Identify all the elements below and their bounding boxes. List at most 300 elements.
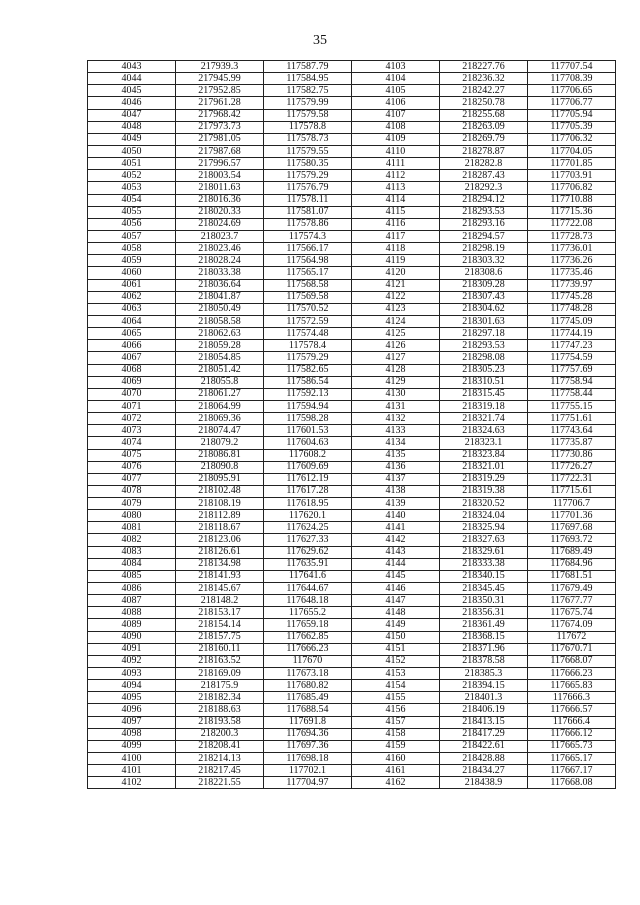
x-coordinate-left: 218016.36 bbox=[176, 194, 264, 206]
point-number-left: 4071 bbox=[88, 400, 176, 412]
x-coordinate-left: 218028.24 bbox=[176, 255, 264, 267]
point-number-left: 4046 bbox=[88, 97, 176, 109]
table-row bbox=[88, 631, 616, 643]
point-number-right: 4152 bbox=[352, 655, 440, 667]
y-coordinate-left: 117694.36 bbox=[264, 728, 352, 740]
x-coordinate-right: 218304.62 bbox=[440, 303, 528, 315]
y-coordinate-left: 117565.17 bbox=[264, 267, 352, 279]
x-coordinate-right: 218321.74 bbox=[440, 413, 528, 425]
table-row bbox=[88, 133, 616, 145]
table-row bbox=[88, 182, 616, 194]
x-coordinate-right: 218293.16 bbox=[440, 218, 528, 230]
point-number-left: 4098 bbox=[88, 728, 176, 740]
x-coordinate-left: 217987.68 bbox=[176, 145, 264, 157]
table-row bbox=[88, 607, 616, 619]
y-coordinate-left: 117673.18 bbox=[264, 668, 352, 680]
x-coordinate-right: 218287.43 bbox=[440, 170, 528, 182]
y-coordinate-left: 117655.2 bbox=[264, 607, 352, 619]
y-coordinate-left: 117620.1 bbox=[264, 510, 352, 522]
point-number-left: 4082 bbox=[88, 534, 176, 546]
y-coordinate-right: 117697.68 bbox=[528, 522, 616, 534]
point-number-right: 4114 bbox=[352, 194, 440, 206]
point-number-right: 4116 bbox=[352, 218, 440, 230]
x-coordinate-right: 218236.32 bbox=[440, 73, 528, 85]
point-number-left: 4067 bbox=[88, 352, 176, 364]
point-number-right: 4142 bbox=[352, 534, 440, 546]
y-coordinate-right: 117706.77 bbox=[528, 97, 616, 109]
point-number-left: 4059 bbox=[88, 255, 176, 267]
y-coordinate-left: 117688.54 bbox=[264, 704, 352, 716]
table-row bbox=[88, 243, 616, 255]
point-number-right: 4133 bbox=[352, 425, 440, 437]
y-coordinate-right: 117693.72 bbox=[528, 534, 616, 546]
x-coordinate-left: 218069.36 bbox=[176, 413, 264, 425]
x-coordinate-left: 218079.2 bbox=[176, 437, 264, 449]
y-coordinate-left: 117670 bbox=[264, 655, 352, 667]
point-number-left: 4066 bbox=[88, 340, 176, 352]
y-coordinate-left: 117592.13 bbox=[264, 388, 352, 400]
point-number-left: 4090 bbox=[88, 631, 176, 643]
point-number-left: 4081 bbox=[88, 522, 176, 534]
table-row bbox=[88, 583, 616, 595]
y-coordinate-right: 117745.09 bbox=[528, 315, 616, 327]
point-number-left: 4097 bbox=[88, 716, 176, 728]
table-row bbox=[88, 97, 616, 109]
x-coordinate-left: 218112.89 bbox=[176, 510, 264, 522]
table-row bbox=[88, 230, 616, 242]
y-coordinate-left: 117579.58 bbox=[264, 109, 352, 121]
x-coordinate-left: 218217.45 bbox=[176, 765, 264, 777]
point-number-right: 4121 bbox=[352, 279, 440, 291]
table-row bbox=[88, 546, 616, 558]
x-coordinate-right: 218321.01 bbox=[440, 461, 528, 473]
table-row bbox=[88, 352, 616, 364]
x-coordinate-left: 218160.11 bbox=[176, 643, 264, 655]
x-coordinate-left: 218062.63 bbox=[176, 328, 264, 340]
x-coordinate-right: 218282.8 bbox=[440, 158, 528, 170]
point-number-right: 4129 bbox=[352, 376, 440, 388]
x-coordinate-left: 218095.91 bbox=[176, 473, 264, 485]
y-coordinate-left: 117579.29 bbox=[264, 170, 352, 182]
y-coordinate-right: 117751.61 bbox=[528, 413, 616, 425]
point-number-left: 4100 bbox=[88, 753, 176, 765]
x-coordinate-right: 218327.63 bbox=[440, 534, 528, 546]
point-number-right: 4150 bbox=[352, 631, 440, 643]
y-coordinate-right: 117674.09 bbox=[528, 619, 616, 631]
y-coordinate-right: 117722.08 bbox=[528, 218, 616, 230]
y-coordinate-left: 117644.67 bbox=[264, 583, 352, 595]
point-number-right: 4117 bbox=[352, 230, 440, 242]
x-coordinate-left: 218193.58 bbox=[176, 716, 264, 728]
table-row bbox=[88, 413, 616, 425]
page-number: 35 bbox=[313, 33, 327, 48]
y-coordinate-right: 117758.44 bbox=[528, 388, 616, 400]
y-coordinate-right: 117743.64 bbox=[528, 425, 616, 437]
x-coordinate-right: 218309.28 bbox=[440, 279, 528, 291]
y-coordinate-left: 117698.18 bbox=[264, 753, 352, 765]
x-coordinate-left: 218163.52 bbox=[176, 655, 264, 667]
y-coordinate-left: 117579.55 bbox=[264, 145, 352, 157]
x-coordinate-right: 218294.57 bbox=[440, 230, 528, 242]
table-row bbox=[88, 437, 616, 449]
table-row bbox=[88, 534, 616, 546]
y-coordinate-right: 117744.19 bbox=[528, 328, 616, 340]
x-coordinate-left: 218023.7 bbox=[176, 230, 264, 242]
point-number-right: 4104 bbox=[352, 73, 440, 85]
table-row bbox=[88, 267, 616, 279]
x-coordinate-left: 218200.3 bbox=[176, 728, 264, 740]
x-coordinate-left: 218055.8 bbox=[176, 376, 264, 388]
table-row bbox=[88, 255, 616, 267]
x-coordinate-left: 218058.58 bbox=[176, 315, 264, 327]
y-coordinate-left: 117576.79 bbox=[264, 182, 352, 194]
y-coordinate-left: 117578.8 bbox=[264, 121, 352, 133]
table-row bbox=[88, 425, 616, 437]
point-number-right: 4160 bbox=[352, 753, 440, 765]
point-number-right: 4113 bbox=[352, 182, 440, 194]
y-coordinate-left: 117604.63 bbox=[264, 437, 352, 449]
x-coordinate-right: 218227.76 bbox=[440, 61, 528, 73]
y-coordinate-right: 117665.83 bbox=[528, 680, 616, 692]
x-coordinate-left: 218153.17 bbox=[176, 607, 264, 619]
point-number-left: 4050 bbox=[88, 145, 176, 157]
point-number-right: 4120 bbox=[352, 267, 440, 279]
point-number-right: 4106 bbox=[352, 97, 440, 109]
table-row bbox=[88, 109, 616, 121]
point-number-left: 4064 bbox=[88, 315, 176, 327]
x-coordinate-right: 218356.31 bbox=[440, 607, 528, 619]
point-number-right: 4128 bbox=[352, 364, 440, 376]
table-row bbox=[88, 73, 616, 85]
point-number-left: 4096 bbox=[88, 704, 176, 716]
y-coordinate-left: 117601.53 bbox=[264, 425, 352, 437]
y-coordinate-right: 117668.07 bbox=[528, 655, 616, 667]
table-row bbox=[88, 522, 616, 534]
point-number-left: 4073 bbox=[88, 425, 176, 437]
point-number-right: 4125 bbox=[352, 328, 440, 340]
y-coordinate-right: 117757.69 bbox=[528, 364, 616, 376]
x-coordinate-left: 218145.67 bbox=[176, 583, 264, 595]
point-number-right: 4131 bbox=[352, 400, 440, 412]
y-coordinate-left: 117566.17 bbox=[264, 243, 352, 255]
point-number-right: 4126 bbox=[352, 340, 440, 352]
table-row bbox=[88, 668, 616, 680]
point-number-left: 4052 bbox=[88, 170, 176, 182]
table-row bbox=[88, 595, 616, 607]
x-coordinate-right: 218422.61 bbox=[440, 740, 528, 752]
y-coordinate-right: 117706.7 bbox=[528, 498, 616, 510]
x-coordinate-right: 218242.27 bbox=[440, 85, 528, 97]
y-coordinate-left: 117618.95 bbox=[264, 498, 352, 510]
table-row bbox=[88, 364, 616, 376]
table-row bbox=[88, 680, 616, 692]
point-number-left: 4083 bbox=[88, 546, 176, 558]
x-coordinate-left: 218054.85 bbox=[176, 352, 264, 364]
x-coordinate-right: 218417.29 bbox=[440, 728, 528, 740]
point-number-right: 4109 bbox=[352, 133, 440, 145]
x-coordinate-right: 218324.63 bbox=[440, 425, 528, 437]
x-coordinate-left: 218061.27 bbox=[176, 388, 264, 400]
table-row bbox=[88, 655, 616, 667]
point-number-left: 4084 bbox=[88, 558, 176, 570]
point-number-right: 4141 bbox=[352, 522, 440, 534]
y-coordinate-left: 117648.18 bbox=[264, 595, 352, 607]
y-coordinate-left: 117608.2 bbox=[264, 449, 352, 461]
point-number-left: 4087 bbox=[88, 595, 176, 607]
point-number-left: 4053 bbox=[88, 182, 176, 194]
y-coordinate-left: 117685.49 bbox=[264, 692, 352, 704]
point-number-left: 4086 bbox=[88, 583, 176, 595]
point-number-left: 4092 bbox=[88, 655, 176, 667]
x-coordinate-left: 218051.42 bbox=[176, 364, 264, 376]
x-coordinate-left: 218154.14 bbox=[176, 619, 264, 631]
x-coordinate-right: 218301.63 bbox=[440, 315, 528, 327]
table-row bbox=[88, 400, 616, 412]
x-coordinate-left: 217968.42 bbox=[176, 109, 264, 121]
y-coordinate-right: 117666.57 bbox=[528, 704, 616, 716]
x-coordinate-right: 218263.09 bbox=[440, 121, 528, 133]
y-coordinate-right: 117748.28 bbox=[528, 303, 616, 315]
x-coordinate-left: 218020.33 bbox=[176, 206, 264, 218]
table-row bbox=[88, 303, 616, 315]
y-coordinate-left: 117627.33 bbox=[264, 534, 352, 546]
point-number-left: 4088 bbox=[88, 607, 176, 619]
point-number-right: 4162 bbox=[352, 777, 440, 789]
y-coordinate-left: 117579.29 bbox=[264, 352, 352, 364]
y-coordinate-right: 117747.23 bbox=[528, 340, 616, 352]
x-coordinate-right: 218323.1 bbox=[440, 437, 528, 449]
y-coordinate-left: 117666.23 bbox=[264, 643, 352, 655]
point-number-left: 4044 bbox=[88, 73, 176, 85]
x-coordinate-right: 218255.68 bbox=[440, 109, 528, 121]
x-coordinate-left: 218023.46 bbox=[176, 243, 264, 255]
point-number-right: 4151 bbox=[352, 643, 440, 655]
y-coordinate-left: 117587.79 bbox=[264, 61, 352, 73]
y-coordinate-right: 117684.96 bbox=[528, 558, 616, 570]
point-number-left: 4057 bbox=[88, 230, 176, 242]
point-number-left: 4068 bbox=[88, 364, 176, 376]
x-coordinate-left: 218141.93 bbox=[176, 570, 264, 582]
y-coordinate-right: 117675.74 bbox=[528, 607, 616, 619]
y-coordinate-left: 117570.52 bbox=[264, 303, 352, 315]
point-number-right: 4161 bbox=[352, 765, 440, 777]
x-coordinate-left: 218059.28 bbox=[176, 340, 264, 352]
point-number-right: 4132 bbox=[352, 413, 440, 425]
table-row bbox=[88, 340, 616, 352]
point-number-right: 4124 bbox=[352, 315, 440, 327]
point-number-right: 4136 bbox=[352, 461, 440, 473]
x-coordinate-left: 218175.9 bbox=[176, 680, 264, 692]
x-coordinate-right: 218298.08 bbox=[440, 352, 528, 364]
point-number-left: 4063 bbox=[88, 303, 176, 315]
table-row bbox=[88, 498, 616, 510]
y-coordinate-right: 117754.59 bbox=[528, 352, 616, 364]
y-coordinate-left: 117629.62 bbox=[264, 546, 352, 558]
y-coordinate-left: 117569.58 bbox=[264, 291, 352, 303]
y-coordinate-left: 117578.4 bbox=[264, 340, 352, 352]
point-number-right: 4122 bbox=[352, 291, 440, 303]
x-coordinate-right: 218293.53 bbox=[440, 340, 528, 352]
x-coordinate-left: 218148.2 bbox=[176, 595, 264, 607]
y-coordinate-left: 117691.8 bbox=[264, 716, 352, 728]
point-number-right: 4153 bbox=[352, 668, 440, 680]
table-row bbox=[88, 121, 616, 133]
y-coordinate-left: 117572.59 bbox=[264, 315, 352, 327]
table-row bbox=[88, 315, 616, 327]
x-coordinate-right: 218428.88 bbox=[440, 753, 528, 765]
y-coordinate-left: 117702.1 bbox=[264, 765, 352, 777]
table-row bbox=[88, 704, 616, 716]
table-row bbox=[88, 740, 616, 752]
point-number-right: 4145 bbox=[352, 570, 440, 582]
table-row bbox=[88, 85, 616, 97]
y-coordinate-right: 117706.82 bbox=[528, 182, 616, 194]
y-coordinate-right: 117667.17 bbox=[528, 765, 616, 777]
point-number-right: 4139 bbox=[352, 498, 440, 510]
x-coordinate-left: 218024.69 bbox=[176, 218, 264, 230]
x-coordinate-left: 217952.85 bbox=[176, 85, 264, 97]
table-row bbox=[88, 170, 616, 182]
x-coordinate-left: 217945.99 bbox=[176, 73, 264, 85]
x-coordinate-right: 218303.32 bbox=[440, 255, 528, 267]
point-number-left: 4079 bbox=[88, 498, 176, 510]
point-number-right: 4135 bbox=[352, 449, 440, 461]
x-coordinate-left: 218108.19 bbox=[176, 498, 264, 510]
table-row bbox=[88, 145, 616, 157]
y-coordinate-right: 117707.54 bbox=[528, 61, 616, 73]
y-coordinate-right: 117704.05 bbox=[528, 145, 616, 157]
y-coordinate-left: 117697.36 bbox=[264, 740, 352, 752]
x-coordinate-right: 218401.3 bbox=[440, 692, 528, 704]
x-coordinate-left: 218086.81 bbox=[176, 449, 264, 461]
x-coordinate-right: 218345.45 bbox=[440, 583, 528, 595]
y-coordinate-left: 117612.19 bbox=[264, 473, 352, 485]
y-coordinate-right: 117710.88 bbox=[528, 194, 616, 206]
x-coordinate-right: 218368.15 bbox=[440, 631, 528, 643]
y-coordinate-left: 117581.07 bbox=[264, 206, 352, 218]
point-number-left: 4045 bbox=[88, 85, 176, 97]
y-coordinate-right: 117701.36 bbox=[528, 510, 616, 522]
x-coordinate-left: 218134.98 bbox=[176, 558, 264, 570]
point-number-left: 4047 bbox=[88, 109, 176, 121]
y-coordinate-left: 117568.58 bbox=[264, 279, 352, 291]
x-coordinate-left: 218188.63 bbox=[176, 704, 264, 716]
point-number-right: 4159 bbox=[352, 740, 440, 752]
y-coordinate-right: 117708.39 bbox=[528, 73, 616, 85]
x-coordinate-right: 218325.94 bbox=[440, 522, 528, 534]
table-row bbox=[88, 643, 616, 655]
x-coordinate-right: 218385.3 bbox=[440, 668, 528, 680]
y-coordinate-left: 117582.65 bbox=[264, 364, 352, 376]
y-coordinate-right: 117706.32 bbox=[528, 133, 616, 145]
x-coordinate-left: 217973.73 bbox=[176, 121, 264, 133]
point-number-right: 4148 bbox=[352, 607, 440, 619]
x-coordinate-right: 218329.61 bbox=[440, 546, 528, 558]
point-number-left: 4060 bbox=[88, 267, 176, 279]
point-number-right: 4123 bbox=[352, 303, 440, 315]
table-row bbox=[88, 692, 616, 704]
x-coordinate-right: 218319.29 bbox=[440, 473, 528, 485]
point-number-right: 4149 bbox=[352, 619, 440, 631]
point-number-left: 4070 bbox=[88, 388, 176, 400]
x-coordinate-left: 218090.8 bbox=[176, 461, 264, 473]
y-coordinate-left: 117594.94 bbox=[264, 400, 352, 412]
x-coordinate-left: 218214.13 bbox=[176, 753, 264, 765]
point-number-right: 4108 bbox=[352, 121, 440, 133]
x-coordinate-left: 218050.49 bbox=[176, 303, 264, 315]
x-coordinate-right: 218324.04 bbox=[440, 510, 528, 522]
point-number-left: 4076 bbox=[88, 461, 176, 473]
point-number-left: 4051 bbox=[88, 158, 176, 170]
y-coordinate-left: 117564.98 bbox=[264, 255, 352, 267]
x-coordinate-left: 218182.34 bbox=[176, 692, 264, 704]
x-coordinate-left: 218074.47 bbox=[176, 425, 264, 437]
table-row bbox=[88, 218, 616, 230]
x-coordinate-right: 218310.51 bbox=[440, 376, 528, 388]
y-coordinate-right: 117730.86 bbox=[528, 449, 616, 461]
coordinates-table bbox=[87, 60, 616, 789]
point-number-left: 4072 bbox=[88, 413, 176, 425]
point-number-left: 4102 bbox=[88, 777, 176, 789]
point-number-right: 4118 bbox=[352, 243, 440, 255]
x-coordinate-right: 218294.12 bbox=[440, 194, 528, 206]
coordinates-table-body bbox=[88, 61, 616, 789]
y-coordinate-right: 117726.27 bbox=[528, 461, 616, 473]
y-coordinate-left: 117624.25 bbox=[264, 522, 352, 534]
x-coordinate-right: 218307.43 bbox=[440, 291, 528, 303]
table-row bbox=[88, 558, 616, 570]
y-coordinate-right: 117745.28 bbox=[528, 291, 616, 303]
x-coordinate-right: 218305.23 bbox=[440, 364, 528, 376]
point-number-left: 4055 bbox=[88, 206, 176, 218]
y-coordinate-left: 117580.35 bbox=[264, 158, 352, 170]
y-coordinate-right: 117755.15 bbox=[528, 400, 616, 412]
point-number-right: 4107 bbox=[352, 109, 440, 121]
point-number-right: 4134 bbox=[352, 437, 440, 449]
y-coordinate-right: 117735.46 bbox=[528, 267, 616, 279]
point-number-left: 4061 bbox=[88, 279, 176, 291]
x-coordinate-right: 218315.45 bbox=[440, 388, 528, 400]
y-coordinate-right: 117666.12 bbox=[528, 728, 616, 740]
point-number-right: 4154 bbox=[352, 680, 440, 692]
table-row bbox=[88, 570, 616, 582]
y-coordinate-right: 117705.39 bbox=[528, 121, 616, 133]
y-coordinate-left: 117617.28 bbox=[264, 485, 352, 497]
y-coordinate-right: 117672 bbox=[528, 631, 616, 643]
point-number-right: 4111 bbox=[352, 158, 440, 170]
point-number-left: 4075 bbox=[88, 449, 176, 461]
x-coordinate-left: 218033.38 bbox=[176, 267, 264, 279]
y-coordinate-right: 117736.01 bbox=[528, 243, 616, 255]
x-coordinate-left: 218118.67 bbox=[176, 522, 264, 534]
y-coordinate-left: 117641.6 bbox=[264, 570, 352, 582]
x-coordinate-right: 218297.18 bbox=[440, 328, 528, 340]
point-number-left: 4085 bbox=[88, 570, 176, 582]
table-row bbox=[88, 765, 616, 777]
x-coordinate-left: 218126.61 bbox=[176, 546, 264, 558]
point-number-right: 4137 bbox=[352, 473, 440, 485]
x-coordinate-right: 218292.3 bbox=[440, 182, 528, 194]
table-row bbox=[88, 388, 616, 400]
y-coordinate-right: 117758.94 bbox=[528, 376, 616, 388]
y-coordinate-right: 117706.65 bbox=[528, 85, 616, 97]
x-coordinate-right: 218250.78 bbox=[440, 97, 528, 109]
y-coordinate-right: 117703.91 bbox=[528, 170, 616, 182]
point-number-left: 4048 bbox=[88, 121, 176, 133]
table-row bbox=[88, 473, 616, 485]
y-coordinate-right: 117701.85 bbox=[528, 158, 616, 170]
point-number-left: 4099 bbox=[88, 740, 176, 752]
